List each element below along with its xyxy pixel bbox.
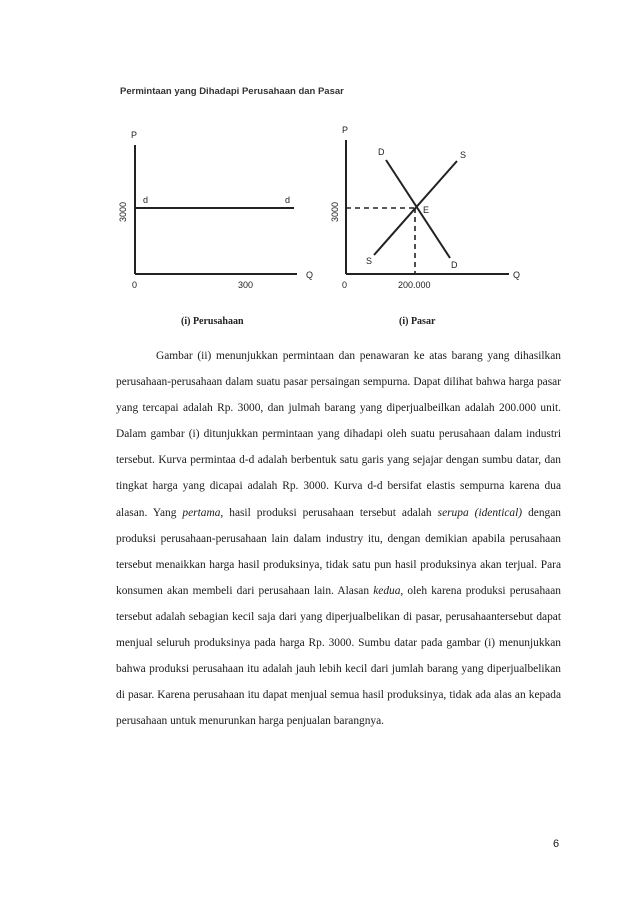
firm-chart-caption: (i) Perusahaan [181,316,244,327]
supply-label-top: S [460,150,467,160]
body-text [116,343,561,734]
equilibrium-label: E [423,205,430,215]
firm-p-label: P [131,130,138,140]
firm-quantity-tick: 300 [238,280,254,290]
market-diagram [0,0,638,330]
firm-q-label: Q [306,270,314,280]
market-chart [330,125,520,290]
market-demand-curve [386,160,450,258]
market-quantity-tick: 200.000 [398,280,431,290]
market-q-label: Q [513,270,521,280]
firm-curve-label-right: d [285,195,291,205]
market-price-tick: 3000 [330,201,340,222]
text-run-italic: pertama, [182,506,224,519]
market-p-label: P [342,125,349,135]
text-run: hasil produksi perusahaan tersebut adalah [223,506,438,519]
firm-origin-label: 0 [132,280,138,290]
page-number: 6 [553,838,560,850]
text-run: dengan produksi perusahaan-perusahaan lain dalam industry itu, dengan demikian apabila perusahaan tersebut menaikkan harga hasil produksinya, tidak satu pun hasil produksinya akan terjual. Para konsumen akan membeli dari perusahaan lain. Alasan [116,506,561,597]
text-run-italic: serupa (identical) [437,506,523,519]
text-run: oleh karena produksi perusahaan tersebut adalah sebagian kecil saja dari yang diperjualbelikan di pasar, perusahaantersebut dapat menjual seluruh produksinya pada harga Rp. 3000. Sumbu datar pada gambar (i) menunjukkan bahwa produksi perusahaan itu adalah jauh lebih kecil dari jumlah barang yang diperjualbelikan di pasar. Karena perusahaan itu dapat menjual semua hasil produksinya, tidak ada alas an kepada perusahaan untuk menurunkan harga penjualan barangnya. [116,584,561,728]
demand-label-top: D [378,147,385,157]
market-origin-label: 0 [342,280,348,290]
demand-label-bottom: D [451,260,458,270]
firm-price-tick: 3000 [118,201,128,222]
figure-title: Permintaan yang Dihadapi Perusahaan dan Pasar [120,86,344,97]
text-run: Gambar (ii) menunjukkan permintaan dan penawaran ke atas barang yang dihasilkan perusahaan-perusahaan dalam suatu pasar persaingan sempurna. Dapat dilihat bahwa harga pasar yang tercapai adalah Rp. 3000, dan julmah barang yang diperjualbeilkan adalah 200.000 unit. Dalam gambar (i) ditunjukkan permintaan yang dihadapi oleh suatu perusahaan dalam industri tersebut. Kurva permintaa d-d adalah berbentuk satu garis yang sejajar dengan sumbu datar, dan tingkat harga yang dicapai adalah Rp. 3000. Kurva d-d bersifat elastis sempurna karena dua alasan. Yang [116,350,561,519]
body-paragraph [116,343,561,734]
text-run-italic: kedua, [373,584,404,597]
firm-curve-label-left: d [143,195,149,205]
firm-chart [118,130,313,290]
supply-label-bottom: S [366,256,373,266]
market-chart-caption: (i) Pasar [399,316,436,327]
